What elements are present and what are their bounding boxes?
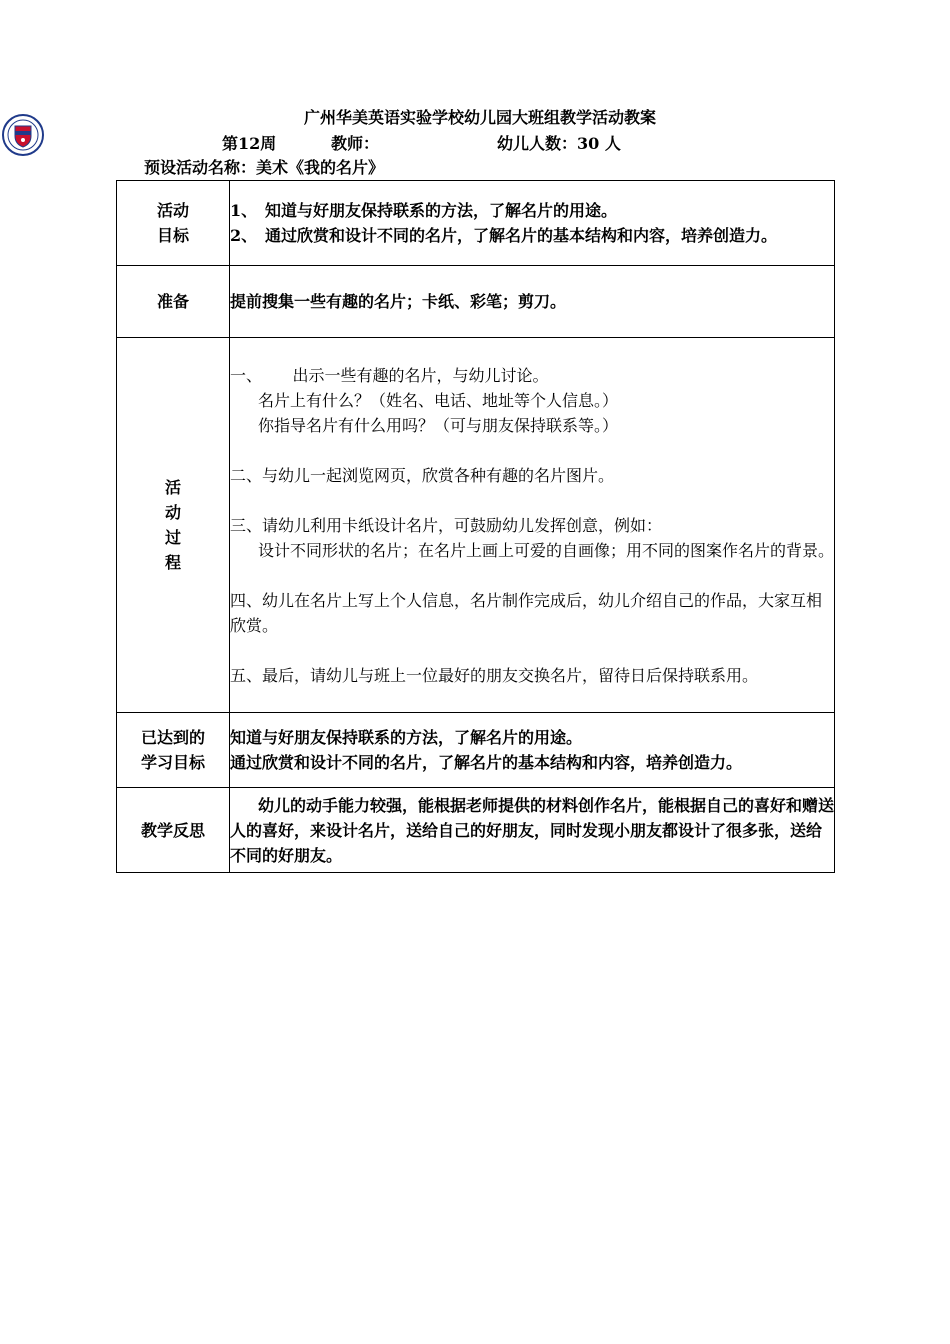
step-1-question-1: 名片上有什么？（姓名、电话、地址等个人信息。） xyxy=(258,390,619,410)
activity-name: 预设活动名称：美术《我的名片》 xyxy=(144,158,385,177)
preparation-label: 准备 xyxy=(117,266,230,338)
step-5: 五、最后，请幼儿与班上一位最好的朋友交换名片，留待日后保持联系用。 xyxy=(230,665,759,685)
step-3-detail: 设计不同形状的名片；在名片上画上可爱的自画像；用不同的图案作名片的背景。 xyxy=(258,540,835,560)
achieved-line-2: 通过欣赏和设计不同的名片，了解名片的基本结构和内容，培养创造力。 xyxy=(230,753,743,772)
achieved-content xyxy=(230,713,835,788)
reflection-row xyxy=(117,788,835,873)
achieved-row xyxy=(117,713,835,788)
step-3-heading: 三、请幼儿利用卡纸设计名片，可鼓励幼儿发挥创意，例如： xyxy=(230,515,663,535)
step-4: 四、幼儿在名片上写上个人信息，名片制作完成后，幼儿介绍自己的作品，大家互相欣赏。 xyxy=(230,590,823,635)
process-label: 活 动 过 程 xyxy=(117,338,230,713)
goals-content xyxy=(230,181,835,266)
page-title: 广州华美英语实验学校幼儿园大班组教学活动教案 xyxy=(303,108,656,127)
step-1-heading: 一、 出示一些有趣的名片，与幼儿讨论。 xyxy=(230,365,549,385)
achieved-label: 已达到的 学习目标 xyxy=(117,713,230,788)
reflection-content xyxy=(230,788,835,873)
preparation-row xyxy=(117,266,835,338)
goal-item: 1、 知道与好朋友保持联系的方法，了解名片的用途。 xyxy=(230,201,618,220)
week-label: 第12周 xyxy=(222,134,277,153)
process-row xyxy=(117,338,835,713)
step-1-question-2: 你指导名片有什么用吗？（可与朋友保持联系等。） xyxy=(258,415,619,435)
process-content xyxy=(230,338,835,713)
goal-item: 2、 通过欣赏和设计不同的名片，了解名片的基本结构和内容，培养创造力。 xyxy=(230,226,778,245)
lesson-plan-table xyxy=(116,180,835,873)
preparation-content: 提前搜集一些有趣的名片；卡纸、彩笔；剪刀。 xyxy=(230,266,835,338)
goals-label: 活动 目标 xyxy=(117,181,230,266)
reflection-text: 幼儿的动手能力较强，能根据老师提供的材料创作名片，能根据自己的喜好和赠送人的喜好，来设计名片，送给自己的好朋友，同时发现小朋友都设计了很多张，送给不同的好朋友。 xyxy=(230,795,835,865)
children-count-label: 幼儿人数：30 人 xyxy=(497,134,621,153)
achieved-line-1: 知道与好朋友保持联系的方法，了解名片的用途。 xyxy=(230,728,583,747)
step-2: 二、与幼儿一起浏览网页，欣赏各种有趣的名片图片。 xyxy=(230,465,615,485)
goals-row xyxy=(117,181,835,266)
reflection-label: 教学反思 xyxy=(117,788,230,873)
teacher-label: 教师： xyxy=(331,134,380,153)
